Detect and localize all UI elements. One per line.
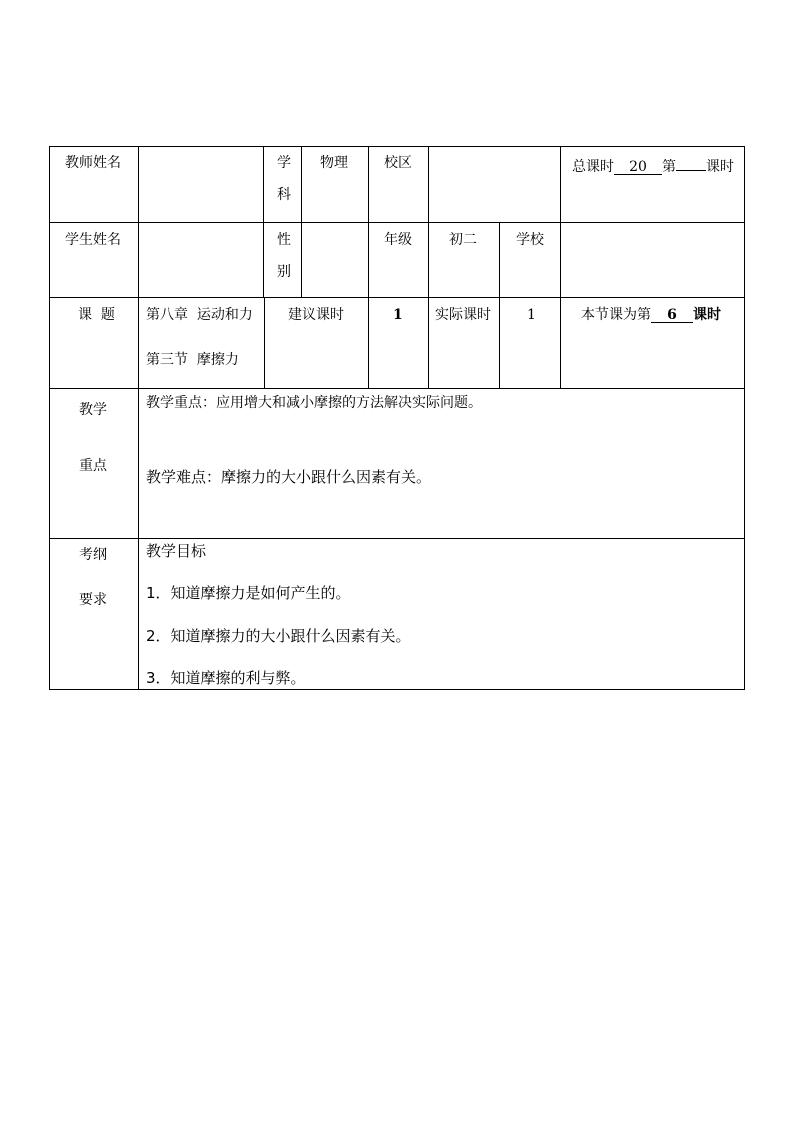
col-divider-r2-a (499, 222, 500, 389)
total-hours (572, 155, 734, 175)
lesson-number-value: 6 (651, 307, 693, 323)
objective-item-2: 2．知道摩擦力的大小跟什么因素有关。 (146, 627, 411, 645)
col-divider-label (138, 146, 139, 690)
lesson-suffix: 课时 (693, 307, 721, 323)
suggested-hours-value: 1 (393, 307, 403, 323)
gender-label-1: 性 (277, 232, 291, 248)
suggested-hours-label: 建议课时 (288, 307, 344, 323)
col-divider-r3-a (264, 297, 265, 389)
row-divider-2 (49, 297, 745, 298)
subject-value: 物理 (320, 155, 348, 171)
col-divider-r1-a (263, 146, 264, 298)
section-title: 第三节 摩擦力 (146, 352, 239, 368)
col-divider-r1-d (428, 146, 429, 389)
topic-label: 课 题 (78, 307, 115, 323)
row-divider-3 (49, 388, 745, 389)
table-border-bottom (49, 689, 745, 690)
nth-label: 第 (662, 159, 676, 175)
total-hours-prefix: 总课时 (572, 159, 614, 175)
table-border-right (744, 146, 745, 690)
grade-label: 年级 (384, 232, 412, 248)
objective-item-1: 1．知道摩擦力是如何产生的。 (146, 584, 351, 602)
actual-hours-label: 实际课时 (435, 307, 491, 323)
total-hours-value: 20 (614, 159, 662, 175)
actual-hours-value: 1 (527, 307, 536, 323)
nth-blank (676, 155, 706, 171)
lesson-number (581, 307, 721, 323)
col-divider-r1-e (560, 146, 561, 389)
subject-label-1: 学 (277, 155, 291, 171)
subject-label-2: 科 (277, 187, 291, 203)
difficulty-text: 教学难点：摩擦力的大小跟什么因素有关。 (146, 468, 432, 486)
table-border-left (49, 146, 50, 690)
key-label-1: 教学 (79, 402, 107, 418)
col-divider-r1-c (368, 146, 369, 389)
row-divider-1 (49, 222, 745, 223)
teacher-name-label: 教师姓名 (65, 155, 121, 171)
syllabus-label-2: 要求 (79, 592, 107, 608)
col-divider-r1-b (301, 146, 302, 298)
lesson-prefix: 本节课为第 (581, 307, 651, 323)
syllabus-label-1: 考纲 (79, 547, 107, 563)
grade-value: 初二 (449, 232, 477, 248)
campus-label: 校区 (384, 155, 412, 171)
table-border-top (49, 146, 745, 147)
chapter-title: 第八章 运动和力 (146, 307, 253, 323)
hours-suffix: 课时 (706, 159, 734, 175)
student-name-label: 学生姓名 (65, 232, 121, 248)
row-divider-4 (49, 538, 745, 539)
objectives-heading: 教学目标 (146, 542, 207, 560)
objective-item-3: 3．知道摩擦的利与弊。 (146, 669, 306, 687)
gender-label-2: 别 (277, 264, 291, 280)
key-point-text: 教学重点：应用增大和减小摩擦的方法解决实际问题。 (146, 395, 482, 411)
school-label: 学校 (516, 232, 544, 248)
key-label-2: 重点 (79, 458, 107, 474)
